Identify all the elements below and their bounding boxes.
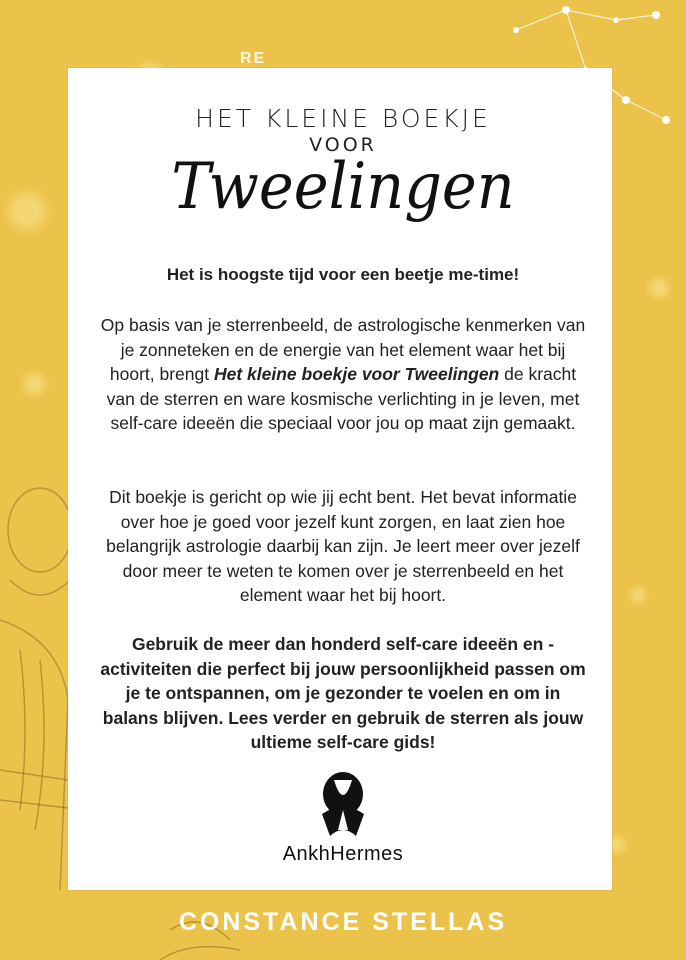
ankh-logo-icon (316, 770, 370, 838)
lead-text: Het is hoogste tijd voor een beetje me-time! (166, 265, 520, 284)
title-voor: VOOR (309, 134, 377, 156)
paragraph-1-part-b: de kracht van de sterren en ware kosmische verlichting in je leven, met self-care ideeën die speciaal voor jou op maat zijn gemaakt. (106, 364, 580, 433)
paragraph-3: Gebruik de meer dan honderd self-care ideeën en -activiteiten die perfect bij jouw persoonlijkheid passen om je te ontspannen, om je gezonder te voelen en om in balans blijven. Lees verder en gebruik de sterren als jouw ultieme self-care gids! (100, 634, 586, 752)
title-top: HET KLEINE BOEKJE (195, 104, 491, 133)
title-script: Tweelingen (171, 150, 515, 224)
publisher-name: AnkhHermes (282, 843, 404, 865)
paragraph-1 (100, 313, 586, 436)
paragraph-1-part-a: Op basis van je sterrenbeeld, de astrologische kenmerken van je zonneteken en de energie van het element waar het bij hoort, brengt (100, 315, 586, 384)
paragraph-1-emphasis: Het kleine boekje voor Tweelingen (213, 364, 500, 384)
background-edge-text: RE (240, 50, 267, 67)
paragraph-2: Dit boekje is gericht op wie jij echt bent. Het bevat informatie over hoe je goed voor jezelf kunt zorgen, en laat zien hoe belangrijk astrologie daarbij kan zijn. Je leert meer over jezelf door meer te weten te komen over je sterrenbeeld en het element waar het bij hoort. (106, 487, 580, 605)
author-name: CONSTANCE STELLAS (178, 908, 508, 936)
